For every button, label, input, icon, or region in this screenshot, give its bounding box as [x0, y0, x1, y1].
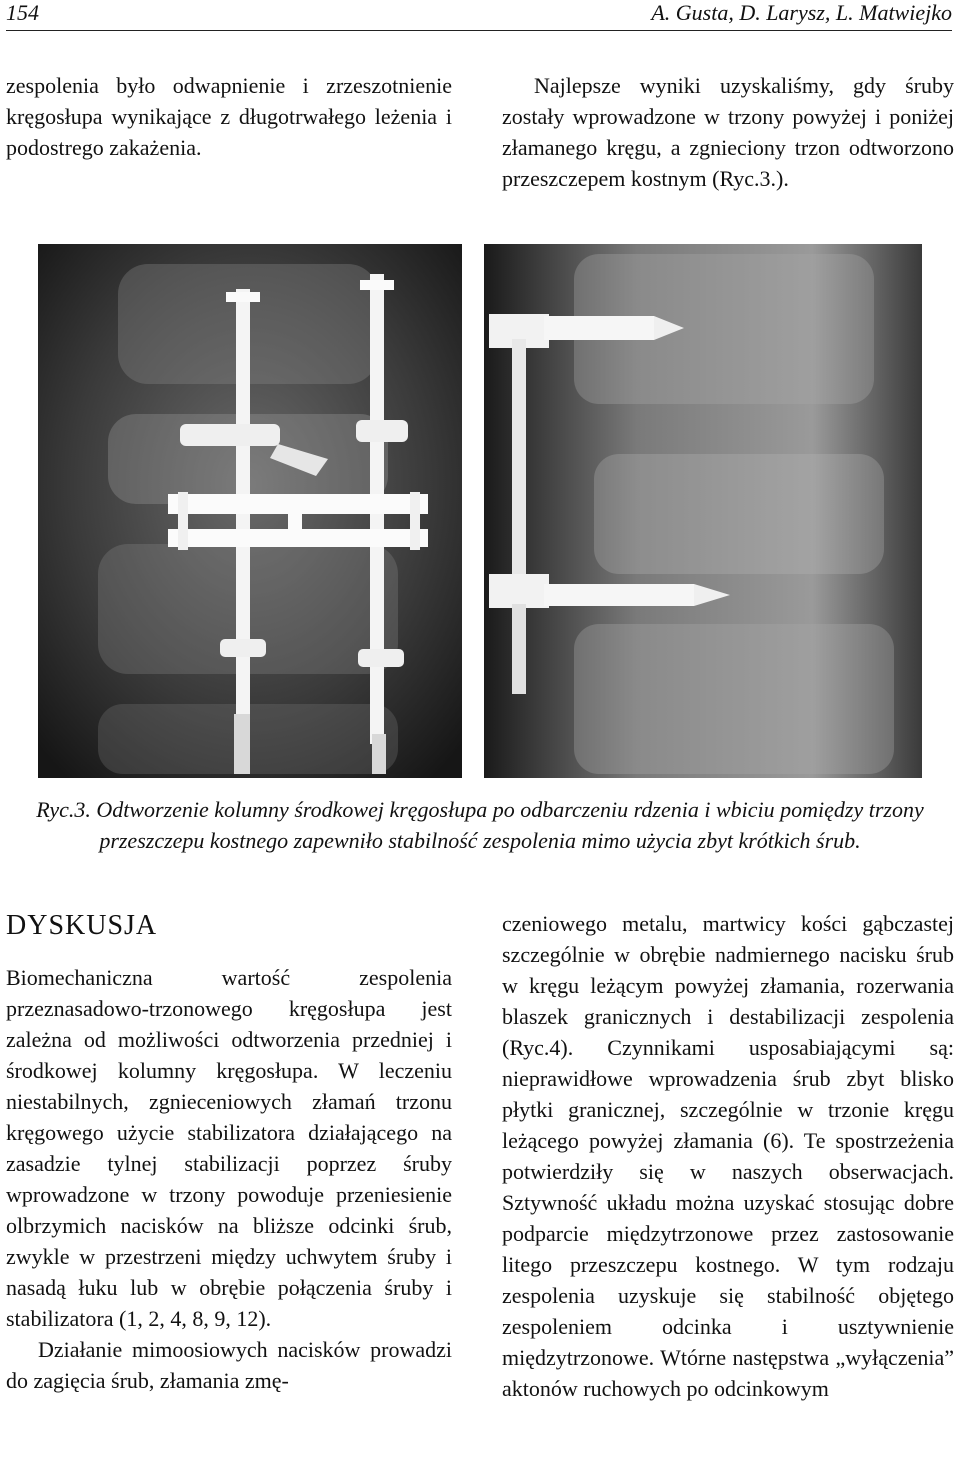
top-right-column	[502, 70, 954, 194]
page-number: 154	[6, 0, 39, 25]
paragraph: zespolenia było odwapnienie i zrzeszotnienie kręgosłupa wynikające z długotrwałego leżenia i podostrego zakażenia.	[6, 73, 452, 160]
section-heading: DYSKUSJA	[6, 910, 158, 941]
paragraph: Działanie mimoosiowych nacisków prowadzi do zagięcia śrub, złamania zmę-	[6, 1337, 452, 1393]
xray-ap-view	[38, 244, 462, 778]
bottom-right-column	[502, 908, 954, 1404]
paragraph: Najlepsze wyniki uzyskaliśmy, gdy śruby zostały wprowadzone w trzony powyżej i poniżej złamanego kręgu, a zgnieciony trzon odtworzono przeszczepem kostnym (Ryc.3.).	[502, 73, 954, 191]
paragraph: czeniowego metalu, martwicy kości gąbczastej szczególnie w obrębie nadmiernego nacisku śrub w kręgu leżącym powyżej złamania, rozerwania blaszek granicznych i destabilizacji zespolenia (Ryc.4). Czynnikami usposabiającymi są: nieprawidłowe wprowadzenia śrub zbyt blisko płytki granicznej, szczególnie w trzonie kręgu leżącego powyżej złamania (6). Te spostrzeżenia potwierdziły się w naszych obserwacjach. Sztywność układu można uzyskać stosując dobre podparcie międzytrzonowe przez zastosowanie litego przeszczepu kostnego. W tym rodzaju zespolenia uzyskuje się stabilność objętego zespoleniem odcinka i usztywnienie międzytrzonowe. Wtórne następstwa „wyłączenia” aktonów ruchowych po odcinkowym	[502, 911, 954, 1401]
figure-caption: Ryc.3. Odtworzenie kolumny środkowej kręgosłupa po odbarczeniu rdzenia i wbiciu pomiędzy trzony przeszczepu kostnego zapewniło stabilność zespolenia mimo użycia zbyt krótkich śrub.	[36, 797, 924, 853]
bottom-left-column	[6, 962, 452, 1396]
running-authors: A. Gusta, D. Larysz, L. Matwiejko	[651, 0, 952, 25]
xray-lateral-view	[484, 244, 922, 778]
paragraph: Biomechaniczna wartość zespolenia przeznasadowo-trzonowego kręgosłupa jest zależna od możliwości odtworzenia przedniej i środkowej kolumny kręgosłupa. W leczeniu niestabilnych, zgnieceniowych złamań trzonu kręgowego użycie stabilizatora działającego na zasadzie tylnej stabilizacji poprzez śruby wprowadzone w trzony powoduje przeniesienie olbrzymich nacisków na bliższe odcinki śrub, zwykle w przestrzeni między uchwytem śruby i nasadą łuku lub w obrębie połączenia śruby i stabilizatora (1, 2, 4, 8, 9, 12).	[6, 965, 452, 1331]
top-left-column	[6, 70, 452, 163]
running-header	[6, 0, 952, 31]
